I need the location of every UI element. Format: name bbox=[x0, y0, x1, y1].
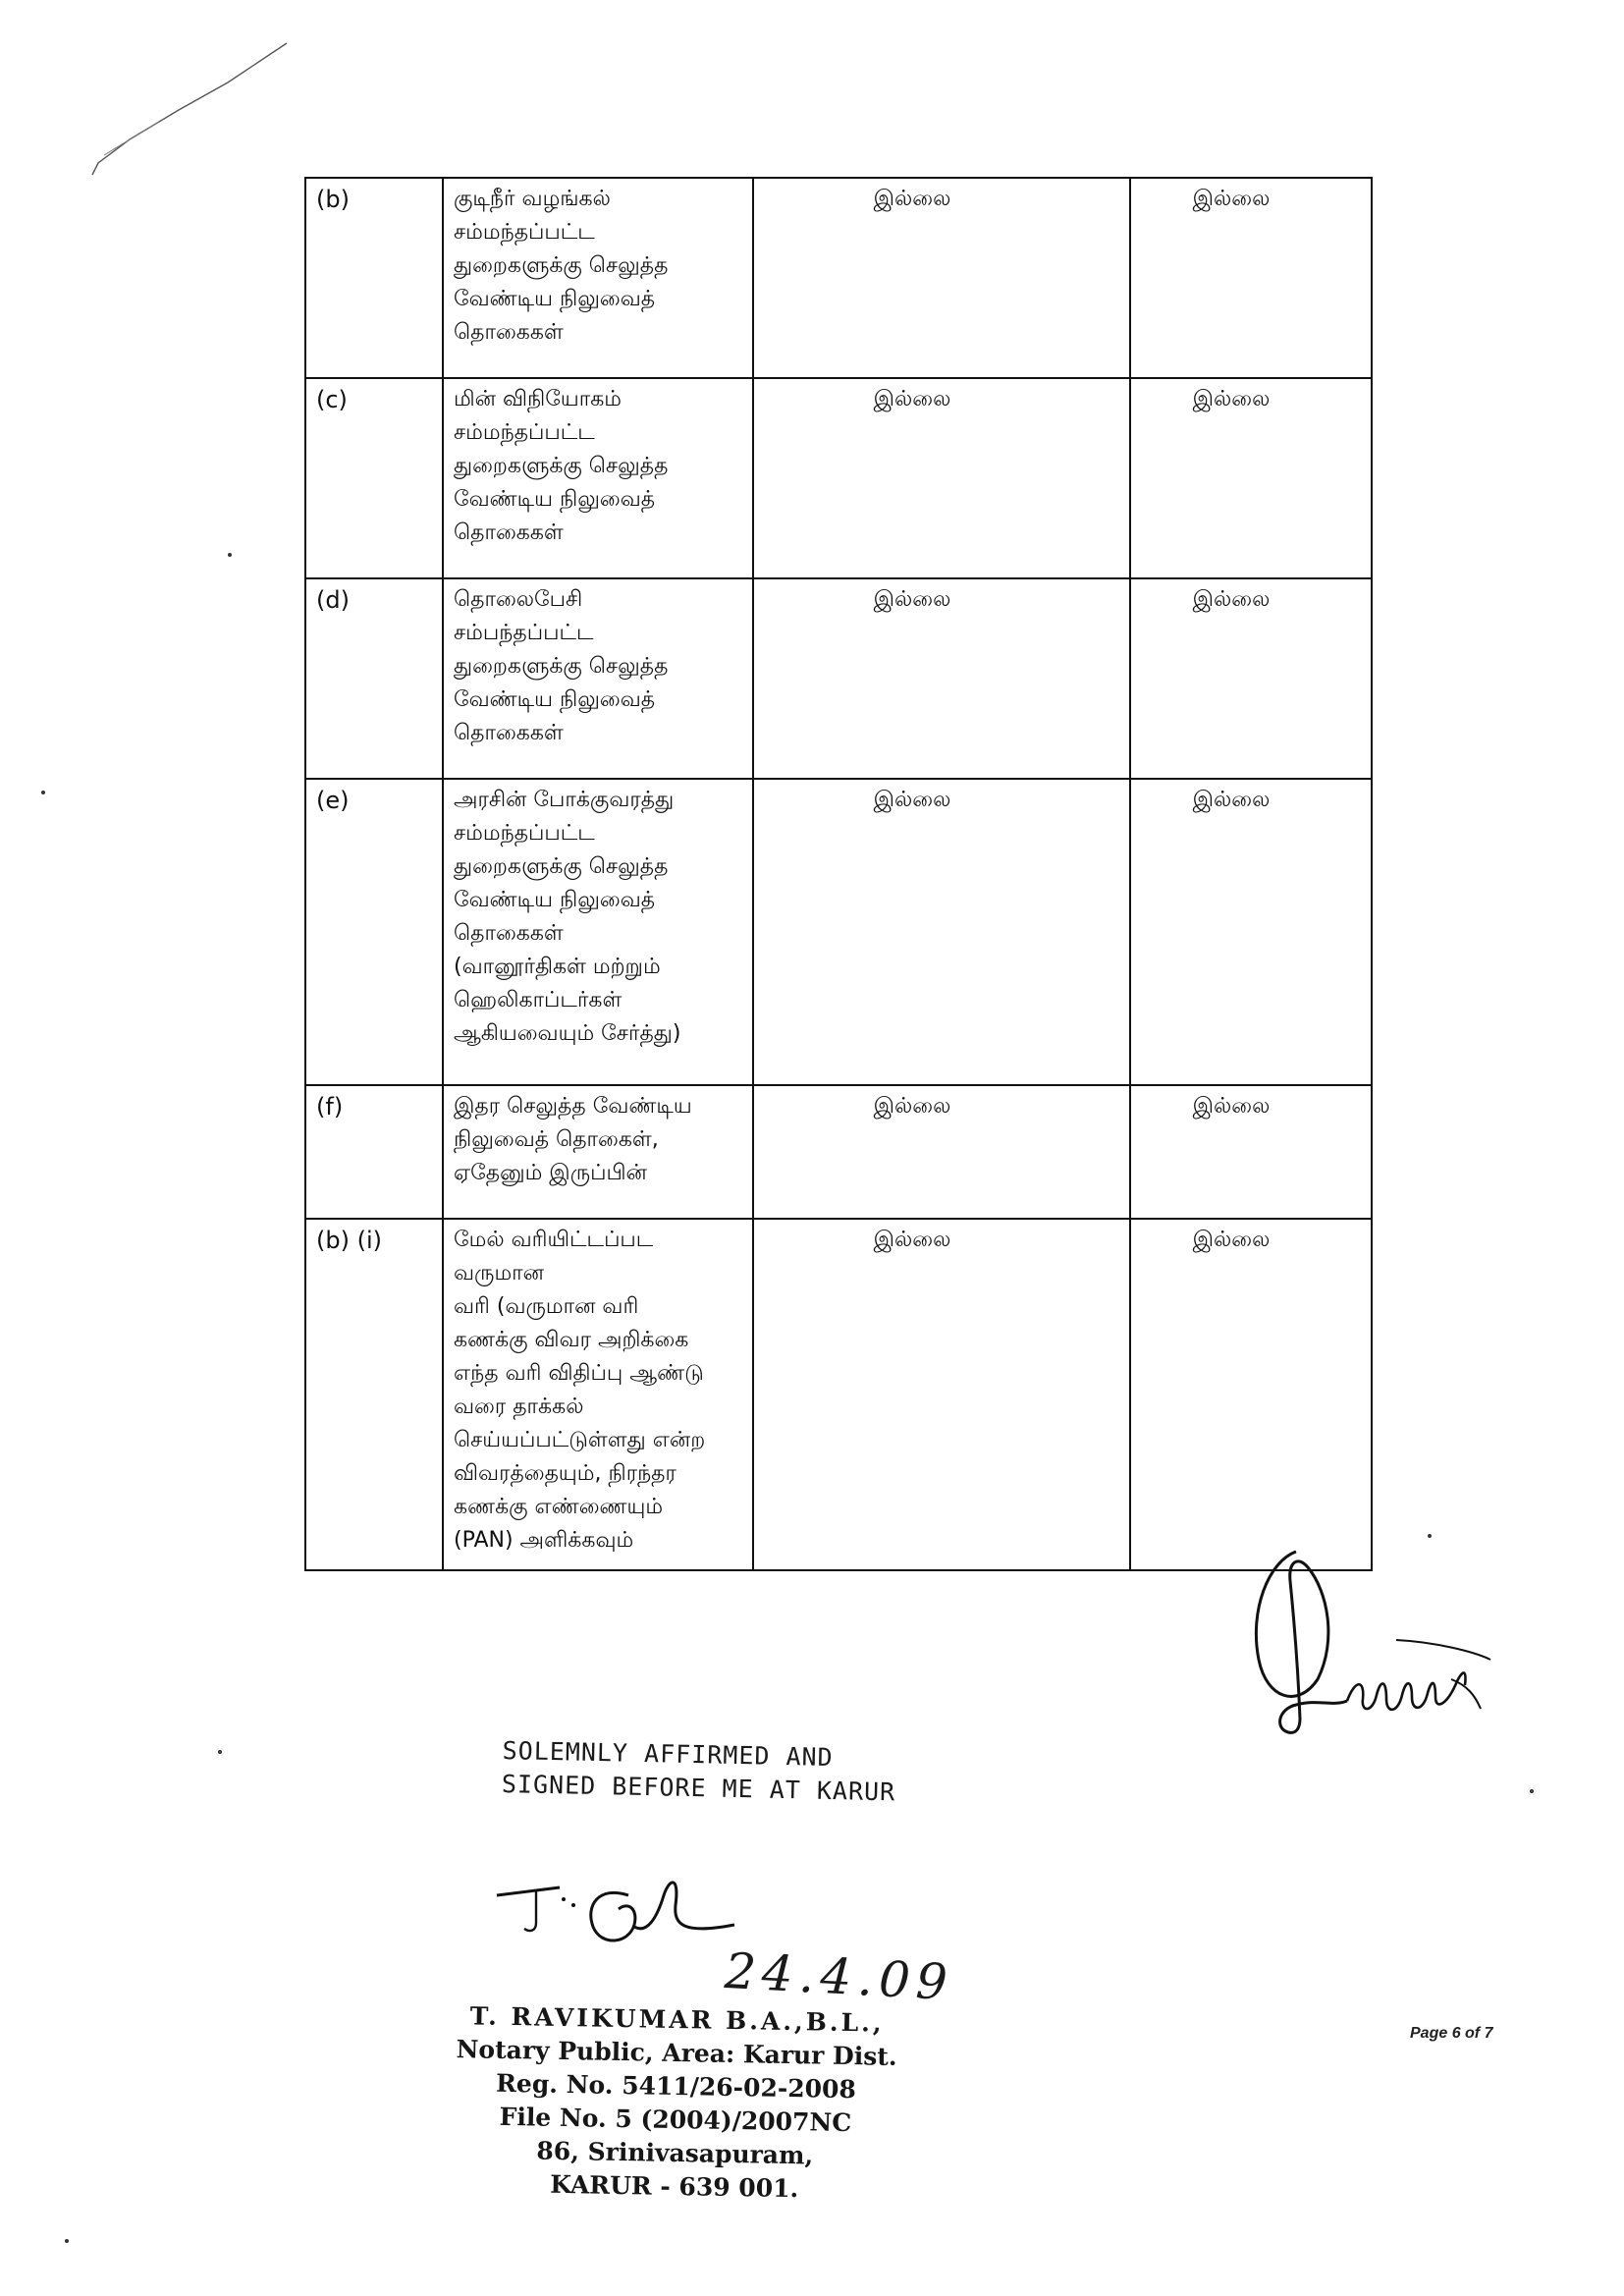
notary-handwritten-date: 24.4.09 bbox=[723, 1941, 955, 2012]
item-label: (b) (i) bbox=[305, 1219, 443, 1570]
value-cell: இல்லை bbox=[1130, 578, 1372, 779]
scan-speck bbox=[41, 791, 45, 794]
scan-speck bbox=[228, 553, 232, 557]
notary-address: 86, Srinivasapuram, bbox=[536, 2136, 814, 2170]
item-description: தொலைபேசி சம்பந்தப்பட்ட துறைகளுக்கு செலுத்த வேண்டிய நிலுவைத் தொகைகள் bbox=[443, 578, 753, 779]
notary-file-number: File No. 5 (2004)/2007NC bbox=[499, 2102, 852, 2138]
value-cell: இல்லை bbox=[753, 779, 1130, 1085]
item-label: (c) bbox=[305, 378, 443, 578]
notary-title: Notary Public, Area: Karur Dist. bbox=[456, 2035, 897, 2071]
stamp-line: SIGNED BEFORE ME AT KARUR bbox=[501, 1769, 896, 1807]
notary-signature bbox=[491, 1866, 736, 1974]
table-row bbox=[305, 1219, 1372, 1570]
liabilities-table bbox=[304, 177, 1373, 1571]
item-description: மேல் வரியிட்டப்பட வருமான வரி (வருமான வரி கணக்கு விவர அறிக்கை எந்த வரி விதிப்பு ஆண்டு வரை தாக்கல் செய்யப்பட்டுள்ளது என்ற விவரத்தையும், நிரந்தர கணக்கு எண்ணையும் (PAN) அளிக்கவும் bbox=[443, 1219, 753, 1570]
value-cell: இல்லை bbox=[1130, 1085, 1372, 1219]
table-row bbox=[305, 578, 1372, 779]
item-label: (d) bbox=[305, 578, 443, 779]
stamp-line: SOLEMNLY AFFIRMED AND bbox=[502, 1735, 834, 1773]
table-row bbox=[305, 178, 1372, 378]
table-row bbox=[305, 378, 1372, 578]
value-cell: இல்லை bbox=[753, 178, 1130, 378]
value-cell: இல்லை bbox=[1130, 178, 1372, 378]
item-label: (f) bbox=[305, 1085, 443, 1219]
notary-registration: Reg. No. 5411/26-02-2008 bbox=[495, 2068, 857, 2105]
value-cell: இல்லை bbox=[1130, 378, 1372, 578]
item-label: (e) bbox=[305, 779, 443, 1085]
value-cell: இல்லை bbox=[1130, 1219, 1372, 1570]
scan-fold-line bbox=[90, 39, 297, 177]
value-cell: இல்லை bbox=[1130, 779, 1372, 1085]
affirmation-stamp bbox=[502, 1734, 897, 1809]
table-row bbox=[305, 779, 1372, 1085]
page-number: Page 6 of 7 bbox=[1410, 2025, 1493, 2042]
value-cell: இல்லை bbox=[753, 1219, 1130, 1570]
value-cell: இல்லை bbox=[753, 378, 1130, 578]
deponent-signature bbox=[1239, 1532, 1494, 1748]
item-label: (b) bbox=[305, 178, 443, 378]
item-description: இதர செலுத்த வேண்டிய நிலுவைத் தொகைள், ஏதேனும் இருப்பின் bbox=[443, 1085, 753, 1219]
scan-speck bbox=[218, 1750, 222, 1754]
item-description: அரசின் போக்குவரத்து சம்மந்தப்பட்ட துறைகளுக்கு செலுத்த வேண்டிய நிலுவைத் தொகைகள் (வானூர்திகள் மற்றும் ஹெலிகாப்டர்கள் ஆகியவையும் சேர்த்து) bbox=[443, 779, 753, 1085]
notary-name: T. RAVIKUMAR B.A.,B.L., bbox=[469, 2001, 885, 2038]
value-cell: இல்லை bbox=[753, 578, 1130, 779]
notary-seal bbox=[448, 1999, 902, 2208]
value-cell: இல்லை bbox=[753, 1085, 1130, 1219]
table-row bbox=[305, 1085, 1372, 1219]
scan-speck bbox=[65, 2239, 69, 2243]
scan-speck bbox=[1530, 1789, 1534, 1793]
item-description: குடிநீர் வழங்கல் சம்மந்தப்பட்ட துறைகளுக்கு செலுத்த வேண்டிய நிலுவைத் தொகைகள் bbox=[443, 178, 753, 378]
item-description: மின் விநியோகம் சம்மந்தப்பட்ட துறைகளுக்கு செலுத்த வேண்டிய நிலுவைத் தொகைகள் bbox=[443, 378, 753, 578]
notary-address: KARUR - 639 001. bbox=[549, 2169, 799, 2204]
